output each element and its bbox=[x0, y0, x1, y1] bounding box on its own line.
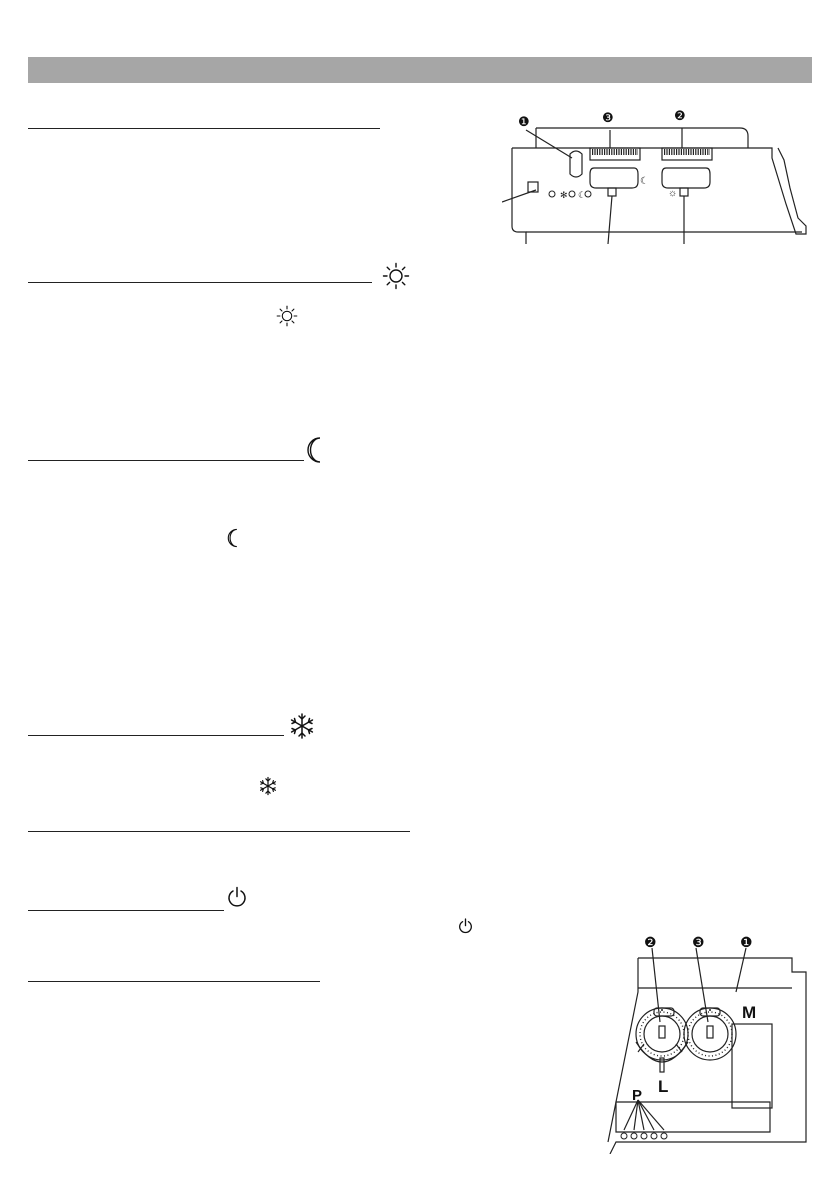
label-m: M bbox=[742, 1003, 757, 1022]
callout-2: ❷ bbox=[674, 108, 686, 123]
callout-1: ❶ bbox=[518, 114, 530, 129]
heading-rule-frost bbox=[28, 735, 284, 736]
svg-text:☾: ☾ bbox=[640, 176, 649, 187]
sun-icon-inline bbox=[276, 305, 298, 327]
callout-2-bottom: ❷ bbox=[644, 934, 657, 950]
label-p: P bbox=[632, 1087, 643, 1104]
sun-icon bbox=[382, 262, 410, 290]
heading-rule-eco bbox=[28, 460, 304, 461]
callout-1-bottom: ❶ bbox=[740, 934, 753, 950]
heading-rule-7 bbox=[28, 981, 320, 982]
moon-icon bbox=[305, 436, 327, 464]
callout-3-bottom: ❸ bbox=[692, 934, 705, 950]
moon-icon-inline bbox=[226, 528, 242, 548]
svg-text:✻: ✻ bbox=[560, 190, 568, 200]
control-panel-diagram bbox=[502, 108, 814, 244]
svg-text:☼: ☼ bbox=[668, 188, 678, 199]
snowflake-icon-inline bbox=[258, 776, 278, 796]
label-l: L bbox=[658, 1077, 669, 1096]
power-icon-inline bbox=[458, 918, 473, 934]
snowflake-icon bbox=[288, 712, 316, 740]
heading-rule-comfort bbox=[28, 282, 372, 283]
adjustment-diagram bbox=[596, 932, 814, 1154]
heading-rule-5 bbox=[28, 831, 410, 832]
callout-3: ❸ bbox=[602, 110, 614, 125]
heading-rule-1 bbox=[28, 128, 380, 129]
power-icon bbox=[227, 886, 247, 908]
section-header-bar bbox=[28, 57, 812, 83]
heading-rule-standby bbox=[28, 910, 224, 911]
svg-text:☾: ☾ bbox=[578, 190, 587, 200]
